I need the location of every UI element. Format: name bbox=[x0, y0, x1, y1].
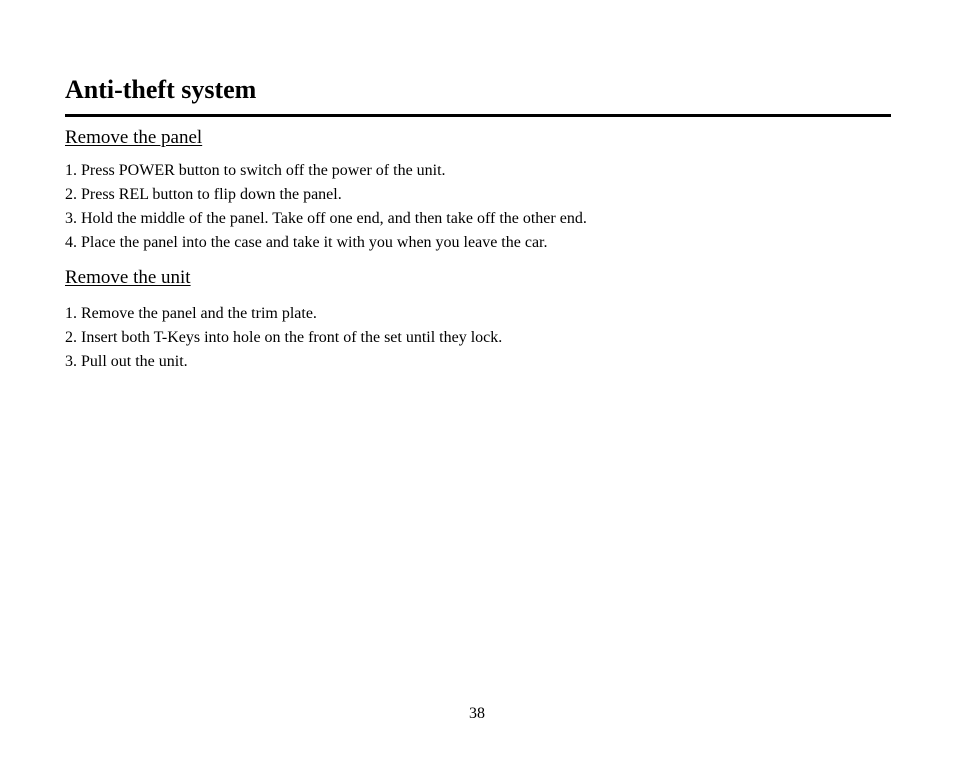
step-item: 3. Hold the middle of the panel. Take off one end, and then take off the other end. bbox=[65, 210, 587, 227]
page-title: Anti-theft system bbox=[65, 75, 257, 104]
remove-panel-steps bbox=[65, 159, 587, 255]
step-item: 2. Insert both T-Keys into hole on the front of the set until they lock. bbox=[65, 329, 503, 346]
title-divider bbox=[65, 114, 891, 117]
section-heading-remove-panel: Remove the panel bbox=[65, 127, 203, 148]
step-item: 3. Pull out the unit. bbox=[65, 353, 188, 370]
step-item: 1. Remove the panel and the trim plate. bbox=[65, 305, 317, 322]
step-item: 2. Press REL button to flip down the panel. bbox=[65, 186, 342, 203]
section-heading-remove-unit: Remove the unit bbox=[65, 267, 191, 288]
page-number: 38 bbox=[469, 705, 485, 722]
remove-unit-steps bbox=[65, 302, 502, 374]
step-item: 1. Press POWER button to switch off the power of the unit. bbox=[65, 162, 446, 179]
step-item: 4. Place the panel into the case and take it with you when you leave the car. bbox=[65, 234, 548, 251]
